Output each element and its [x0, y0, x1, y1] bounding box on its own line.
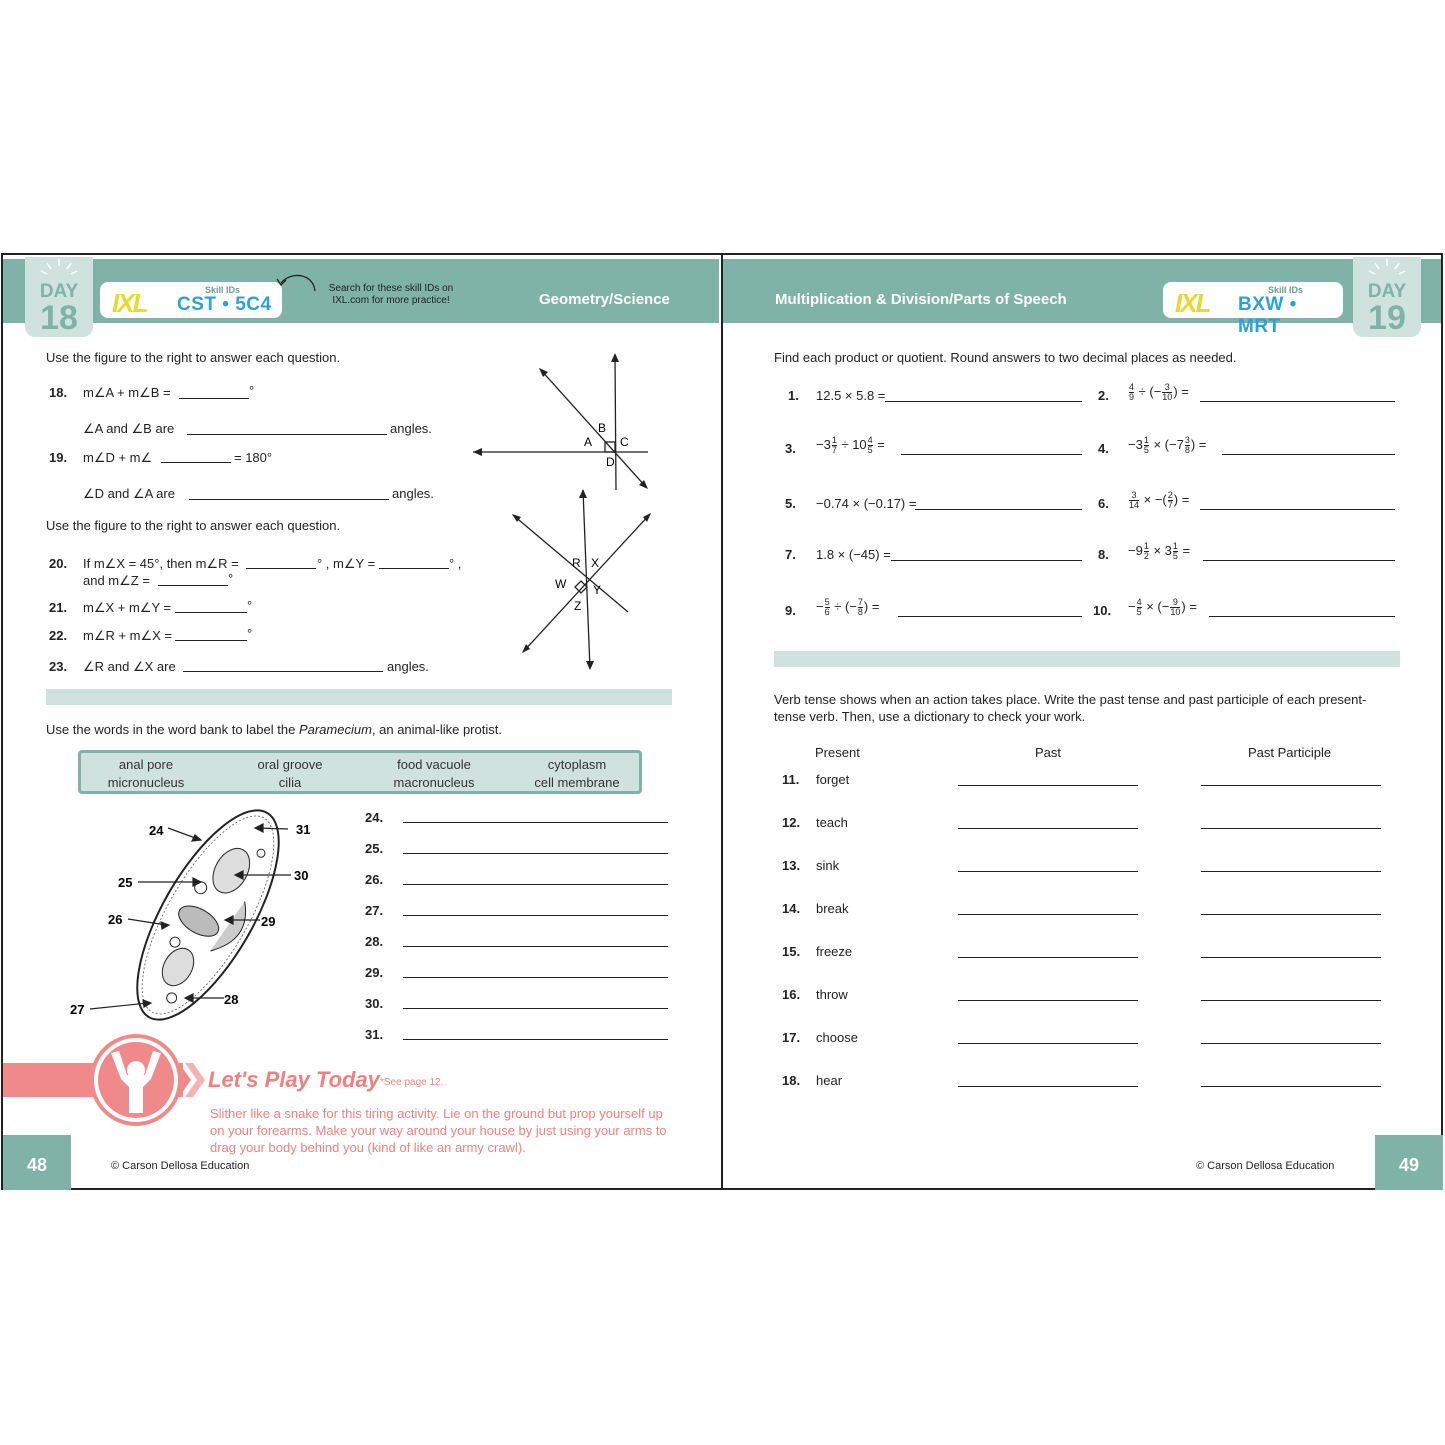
- problem-number: 9.: [785, 603, 796, 618]
- question-text-end: angles.: [390, 421, 432, 436]
- past-participle-blank[interactable]: [1201, 914, 1381, 915]
- question-text: ∠D and ∠A are: [83, 486, 175, 501]
- instruction-verbs: Verb tense shows when an action takes place. Write the past tense and past participle of each present-tense verb. Then, use a dictionary to check your work.: [774, 692, 1367, 724]
- skill-ids: BXW • MRT: [1238, 294, 1297, 337]
- problem-expression: −3 $\frac{1}{5}$ × (−7 $\frac{3}{8}$ ) =: [1128, 435, 1207, 455]
- verb-number: 17.: [782, 1030, 801, 1045]
- day-number: 19: [1368, 299, 1406, 337]
- question-text: ∠A and ∠B are: [83, 421, 175, 436]
- day-tab: [25, 257, 93, 337]
- problem-number: 7.: [785, 547, 796, 562]
- answer-blank[interactable]: [175, 640, 247, 641]
- past-blank[interactable]: [958, 1043, 1138, 1044]
- problem-number: 8.: [1098, 547, 1109, 562]
- answer-number: 30.: [365, 996, 384, 1011]
- answer-blank[interactable]: [403, 1008, 668, 1009]
- verb-number: 13.: [782, 858, 801, 873]
- page-number: 49: [1398, 1155, 1420, 1175]
- ixl-skill-box[interactable]: [100, 282, 282, 318]
- ixl-logo: IXL: [112, 288, 147, 318]
- question-number: 18.: [49, 385, 68, 400]
- figure-label: Y: [593, 583, 602, 597]
- answer-blank[interactable]: [246, 568, 316, 569]
- past-blank[interactable]: [958, 828, 1138, 829]
- page-number: 48: [26, 1155, 48, 1175]
- page-number-tab: [1375, 1135, 1443, 1190]
- column-header-past-participle: Past Participle: [1248, 745, 1332, 760]
- answer-number: 24.: [365, 810, 384, 825]
- answer-blank[interactable]: [403, 822, 668, 823]
- ixl-logo: IXL: [1175, 288, 1210, 318]
- answer-blank[interactable]: [158, 585, 228, 586]
- diagram-label: 30: [294, 868, 309, 883]
- problem-number: 2.: [1098, 388, 1109, 403]
- past-blank[interactable]: [958, 785, 1138, 786]
- problem-number: 4.: [1098, 441, 1109, 456]
- lets-play-body: Slither like a snake for this tiring activity. Lie on the ground but prop yourself up on your forearms. Make your way around your house by just using your arms to drag your body behind you (kind of like an army crawl).: [210, 1106, 667, 1155]
- verb-present: teach: [816, 815, 848, 830]
- word-bank: [78, 750, 642, 794]
- question-number: 21.: [49, 600, 68, 615]
- search-note: Search for these skill IDs on IXL.com for more practice!: [328, 283, 454, 306]
- day-number: 18: [40, 299, 78, 337]
- figure-label: R: [572, 556, 581, 570]
- answer-blank[interactable]: [161, 462, 231, 463]
- answer-blank[interactable]: [403, 853, 668, 854]
- past-blank[interactable]: [958, 1000, 1138, 1001]
- problem-expression: − $\frac{4}{5}$ × (− $\frac{9}{10}$ ) =: [1128, 597, 1197, 617]
- answer-number: 28.: [365, 934, 384, 949]
- left-header-bar: [3, 259, 719, 323]
- answer-blank[interactable]: [891, 560, 1082, 561]
- past-blank[interactable]: [958, 914, 1138, 915]
- answer-number: 25.: [365, 841, 384, 856]
- verb-present: choose: [816, 1030, 858, 1045]
- day-label: DAY: [39, 281, 79, 302]
- answer-number: 26.: [365, 872, 384, 887]
- word-bank-item: cell membrane: [534, 775, 620, 790]
- answer-blank[interactable]: [183, 671, 383, 672]
- degree-symbol: °: [247, 598, 253, 613]
- answer-blank[interactable]: [379, 568, 449, 569]
- verb-present: forget: [816, 772, 850, 787]
- instruction-figure-1: Use the figure to the right to answer each question.: [46, 350, 341, 365]
- page-number-tab: [3, 1135, 71, 1190]
- column-header-past: Past: [1035, 745, 1062, 760]
- answer-blank[interactable]: [1200, 401, 1395, 402]
- column-header-present: Present: [815, 745, 860, 760]
- answer-number: 29.: [365, 965, 384, 980]
- verb-present: sink: [816, 858, 840, 873]
- word-bank-item: cytoplasm: [547, 757, 607, 772]
- instruction-paramecium: Use the words in the word bank to label the Paramecium, an animal-like protist.: [46, 722, 502, 737]
- diagram-label: 28: [224, 992, 239, 1007]
- answer-number: 27.: [365, 903, 384, 918]
- degree-symbol: °: [249, 383, 255, 398]
- lets-play-see-page: *See page 12.: [380, 1077, 444, 1088]
- figure-label: A: [584, 435, 593, 449]
- answer-blank[interactable]: [901, 454, 1082, 455]
- answer-blank[interactable]: [403, 1039, 668, 1040]
- answer-blank[interactable]: [915, 509, 1082, 510]
- child-play-icon: [89, 1033, 183, 1127]
- verb-number: 15.: [782, 944, 801, 959]
- problem-number: 1.: [788, 388, 799, 403]
- question-text-end: ° ,: [449, 556, 462, 571]
- degree-symbol: °: [247, 626, 253, 641]
- answer-blank[interactable]: [175, 612, 247, 613]
- problem-expression: 12.5 × 5.8 =: [816, 388, 886, 403]
- diagram-label: 29: [261, 914, 276, 929]
- question-number: 22.: [49, 628, 68, 643]
- verb-present: freeze: [816, 944, 853, 959]
- word-bank-item: micronucleus: [107, 775, 185, 790]
- word-bank-item: anal pore: [118, 757, 174, 772]
- figure-label: X: [591, 556, 600, 570]
- word-bank-item: food vacuole: [397, 757, 471, 772]
- question-text-end: angles.: [392, 486, 434, 501]
- section-title: Geometry/Science: [539, 291, 670, 308]
- verb-present: break: [816, 901, 849, 916]
- question-text: m∠D + m∠: [83, 450, 153, 465]
- question-text: If m∠X = 45°, then m∠R =: [83, 556, 239, 571]
- copyright: © Carson Dellosa Education: [111, 1160, 250, 1172]
- problem-number: 5.: [785, 496, 796, 511]
- answer-blank[interactable]: [1222, 454, 1395, 455]
- sun-icon: [1367, 257, 1407, 279]
- angle-figure-2: [508, 487, 658, 672]
- verb-present: hear: [816, 1073, 843, 1088]
- past-participle-blank[interactable]: [1201, 785, 1381, 786]
- page-divider: [721, 255, 723, 1188]
- word-bank-item: macronucleus: [393, 775, 475, 790]
- past-blank[interactable]: [958, 957, 1138, 958]
- past-blank[interactable]: [958, 1086, 1138, 1087]
- answer-number: 31.: [365, 1027, 384, 1042]
- diagram-label: 24: [149, 823, 164, 838]
- section-divider-bar: [46, 689, 672, 705]
- past-participle-blank[interactable]: [1201, 1000, 1381, 1001]
- question-text: and m∠Z =: [83, 573, 150, 588]
- problem-expression: 1.8 × (−45) =: [816, 547, 891, 562]
- past-participle-blank[interactable]: [1201, 957, 1381, 958]
- figure-label: Z: [574, 599, 582, 613]
- answer-blank[interactable]: [403, 946, 668, 947]
- word-bank-item: oral groove: [257, 757, 323, 772]
- diagram-label: 27: [70, 1002, 85, 1017]
- answer-blank[interactable]: [179, 398, 249, 399]
- right-header-bar: [723, 259, 1441, 337]
- problem-expression: − $\frac{5}{6}$ ÷ (− $\frac{7}{8}$ ) =: [816, 597, 880, 617]
- past-participle-blank[interactable]: [1201, 828, 1381, 829]
- question-number: 23.: [49, 659, 68, 674]
- workbook-spread: [1, 253, 1443, 1190]
- section-divider-bar: [774, 651, 1400, 667]
- problem-expression: −9 $\frac{1}{2}$ × 3 $\frac{1}{5}$ =: [1128, 541, 1191, 561]
- problem-expression: −3 $\frac{1}{7}$ ÷ 10 $\frac{4}{5}$ =: [816, 435, 885, 455]
- question-text: ° , m∠Y =: [317, 556, 376, 571]
- answer-blank[interactable]: [1200, 509, 1395, 510]
- verb-number: 14.: [782, 901, 801, 916]
- skill-ids-label: Skill IDs: [205, 285, 241, 295]
- skill-ids: CST • 5C4: [177, 294, 272, 315]
- problem-number: 10.: [1093, 603, 1112, 618]
- question-text-end: = 180°: [234, 450, 273, 465]
- angle-figure-1: [468, 347, 658, 497]
- question-text: m∠X + m∠Y =: [83, 600, 172, 615]
- question-number: 20.: [49, 556, 68, 571]
- question-text: m∠A + m∠B =: [83, 385, 171, 400]
- instruction-figure-2: Use the figure to the right to answer each question.: [46, 518, 341, 533]
- figure-label: D: [606, 455, 615, 469]
- past-participle-blank[interactable]: [1201, 1043, 1381, 1044]
- problem-expression: −0.74 × (−0.17) =: [816, 496, 917, 511]
- diagram-label: 26: [108, 912, 123, 927]
- problem-expression: $\frac{3}{14}$ × −( $\frac{2}{7}$ ) =: [1129, 490, 1190, 510]
- problem-expression: $\frac{4}{9}$ ÷ (− $\frac{3}{10}$ ) =: [1129, 382, 1189, 402]
- problem-number: 3.: [785, 441, 796, 456]
- figure-label: C: [620, 435, 629, 449]
- answer-blank[interactable]: [1203, 560, 1395, 561]
- answer-blank[interactable]: [403, 884, 668, 885]
- degree-symbol: °: [228, 571, 234, 586]
- lets-play-title: Let's Play Today: [208, 1067, 380, 1092]
- day-label: DAY: [1367, 281, 1407, 302]
- answer-blank[interactable]: [403, 915, 668, 916]
- section-title: Multiplication & Division/Parts of Speech: [775, 291, 1067, 308]
- ixl-skill-box[interactable]: [1163, 282, 1343, 337]
- verb-present: throw: [816, 987, 848, 1002]
- answer-blank[interactable]: [189, 499, 389, 500]
- verb-number: 18.: [782, 1073, 801, 1088]
- problem-number: 6.: [1098, 496, 1109, 511]
- answer-blank[interactable]: [885, 401, 1082, 402]
- paramecium-diagram: [58, 795, 328, 1035]
- verb-number: 16.: [782, 987, 801, 1002]
- verb-number: 11.: [782, 772, 800, 787]
- answer-blank[interactable]: [187, 434, 387, 435]
- past-participle-blank[interactable]: [1201, 1086, 1381, 1087]
- skill-ids-label: Skill IDs: [1268, 285, 1304, 295]
- past-participle-blank[interactable]: [1201, 871, 1381, 872]
- verb-number: 12.: [782, 815, 801, 830]
- question-text: ∠R and ∠X are: [83, 659, 176, 674]
- word-bank-item: cilia: [278, 775, 302, 790]
- answer-blank[interactable]: [1209, 616, 1395, 617]
- day-tab: [1353, 257, 1421, 337]
- copyright: © Carson Dellosa Education: [1196, 1160, 1335, 1172]
- question-number: 19.: [49, 450, 68, 465]
- question-text-end: angles.: [387, 659, 429, 674]
- diagram-label: 31: [296, 822, 311, 837]
- answer-blank[interactable]: [898, 616, 1082, 617]
- figure-label: W: [555, 577, 567, 591]
- instruction-math: Find each product or quotient. Round answers to two decimal places as needed.: [774, 350, 1237, 365]
- past-blank[interactable]: [958, 871, 1138, 872]
- question-text: m∠R + m∠X =: [83, 628, 173, 643]
- answer-blank[interactable]: [403, 977, 668, 978]
- diagram-label: 25: [118, 875, 133, 890]
- sun-icon: [39, 257, 79, 279]
- figure-label: B: [598, 421, 607, 435]
